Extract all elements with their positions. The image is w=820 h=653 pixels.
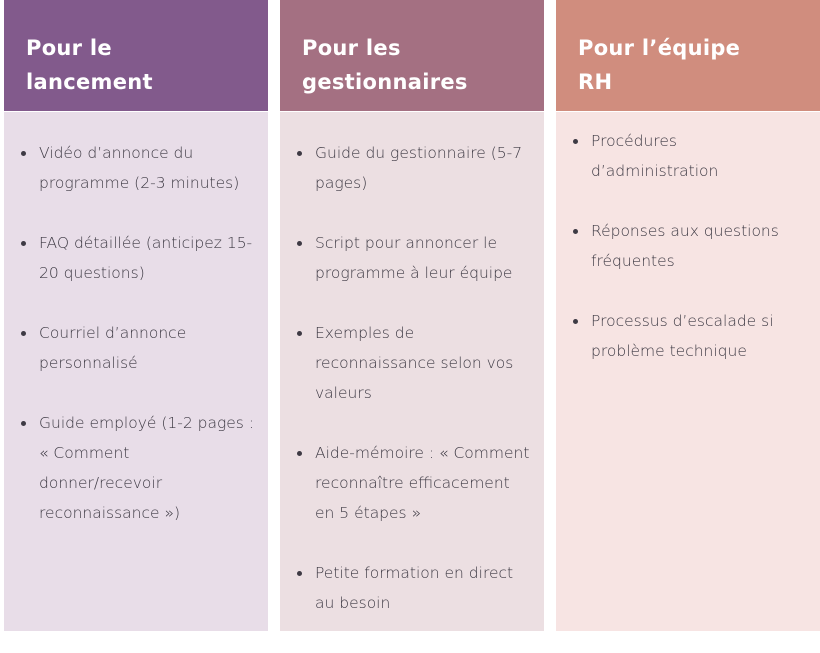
column-launch (4, 0, 268, 631)
column-body (280, 112, 544, 631)
bullet-list (556, 126, 820, 396)
bullet-list (4, 138, 268, 558)
column-header (280, 0, 544, 111)
list-item: Aide-mémoire : « Comment reconnaître efficacement en 5 étapes » (280, 438, 544, 528)
list-item: Réponses aux questions fréquentes (556, 216, 820, 276)
list-item: Processus d’escalade si problème technique (556, 306, 820, 366)
list-item: Guide du gestionnaire (5-7 pages) (280, 138, 544, 198)
list-item: Courriel d’annonce personnalisé (4, 318, 268, 378)
list-item: FAQ détaillée (anticipez 15-20 questions) (4, 228, 268, 288)
column-title: Pour le lancement (26, 36, 153, 94)
list-item: Script pour annoncer le programme à leur équipe (280, 228, 544, 288)
list-item: Procédures d’administration (556, 126, 820, 186)
list-item: Petite formation en direct au besoin (280, 558, 544, 618)
column-managers (280, 0, 544, 631)
list-item: Vidéo d’annonce du programme (2-3 minutes) (4, 138, 268, 198)
list-item: Exemples de reconnaissance selon vos valeurs (280, 318, 544, 408)
column-body (4, 112, 268, 631)
bullet-list (280, 138, 544, 648)
list-item: Guide employé (1-2 pages : « Comment donner/recevoir reconnaissance ») (4, 408, 268, 528)
column-hr-team (556, 0, 820, 631)
column-title: Pour les gestionnaires (302, 36, 468, 94)
column-header (556, 0, 820, 111)
column-body (556, 112, 820, 631)
column-title: Pour l’équipe RH (578, 36, 741, 94)
column-header (4, 0, 268, 111)
